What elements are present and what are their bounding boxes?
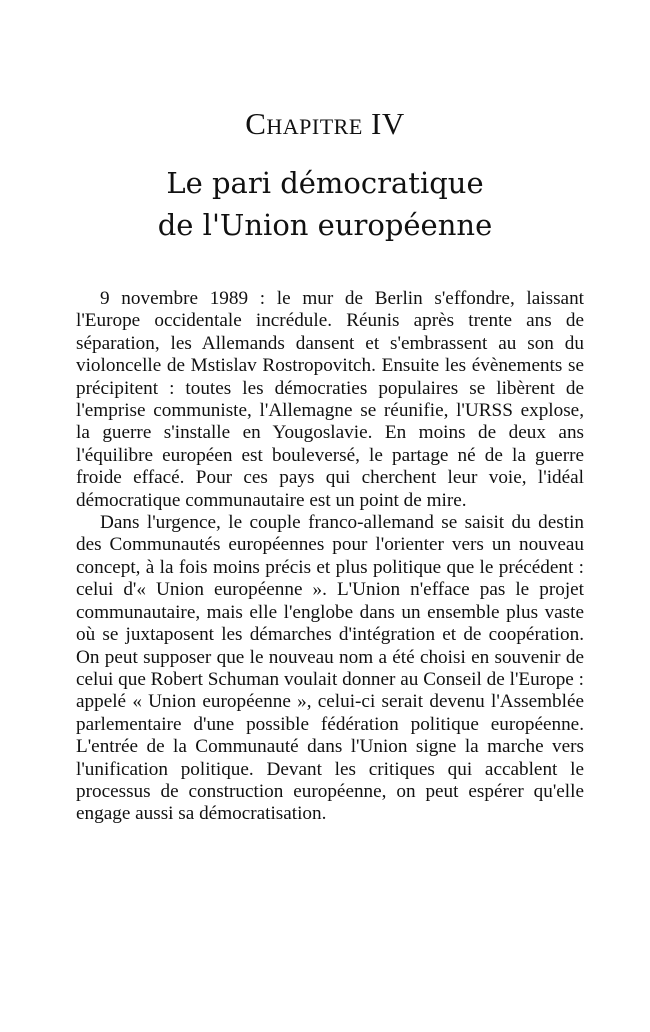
chapter-heading: Chapitre IV (245, 106, 405, 141)
chapter-title-line-2: de l'Union européenne (157, 208, 493, 242)
chapter-title-line-1: Le pari démocratique (166, 166, 484, 200)
paragraph-2: Dans l'urgence, le couple franco-allemand se saisit du destin des Communautés européennes pour l'orienter vers un nouveau concept, à la fois moins précis et plus politique que le précédent : celui d'« Union européenne ». L'Union n'efface pas le projet communautaire, mais elle l'englobe dans un ensemble plus vaste où se juxtaposent les démarches d'intégration et de coopération. On peut supposer que le nouveau nom a été choisi en souvenir de celui que Robert Schuman voulait donner au Conseil de l'Europe : appelé « Union européenne », celui-ci serait devenu l'Assemblée parlementaire d'une possible fédération politique européenne. L'entrée de la Communauté dans l'Union signe la marche vers l'unification politique. Devant les critiques qui accablent le processus de construction européenne, on peut espérer qu'elle engage aussi sa démocratisation. (76, 512, 584, 825)
body-text (76, 288, 584, 826)
paragraph-1: 9 novembre 1989 : le mur de Berlin s'effondre, laissant l'Europe occidentale incrédule. Réunis après trente ans de séparation, les Allemands dansent et s'embrassent au son du violoncelle de Mstislav Rostropovitch. Ensuite les évènements se précipitent : toutes les démocraties populaires se libèrent de l'emprise communiste, l'Allemagne se réunifie, l'URSS explose, la guerre s'installe en Yougoslavie. En moins de deux ans l'équilibre européen est bouleversé, le partage né de la guerre froide effacé. Pour ces pays qui cherchent leur voie, l'idéal démocratique communautaire est un point de mire. (76, 288, 584, 511)
chapter-title (0, 162, 650, 246)
